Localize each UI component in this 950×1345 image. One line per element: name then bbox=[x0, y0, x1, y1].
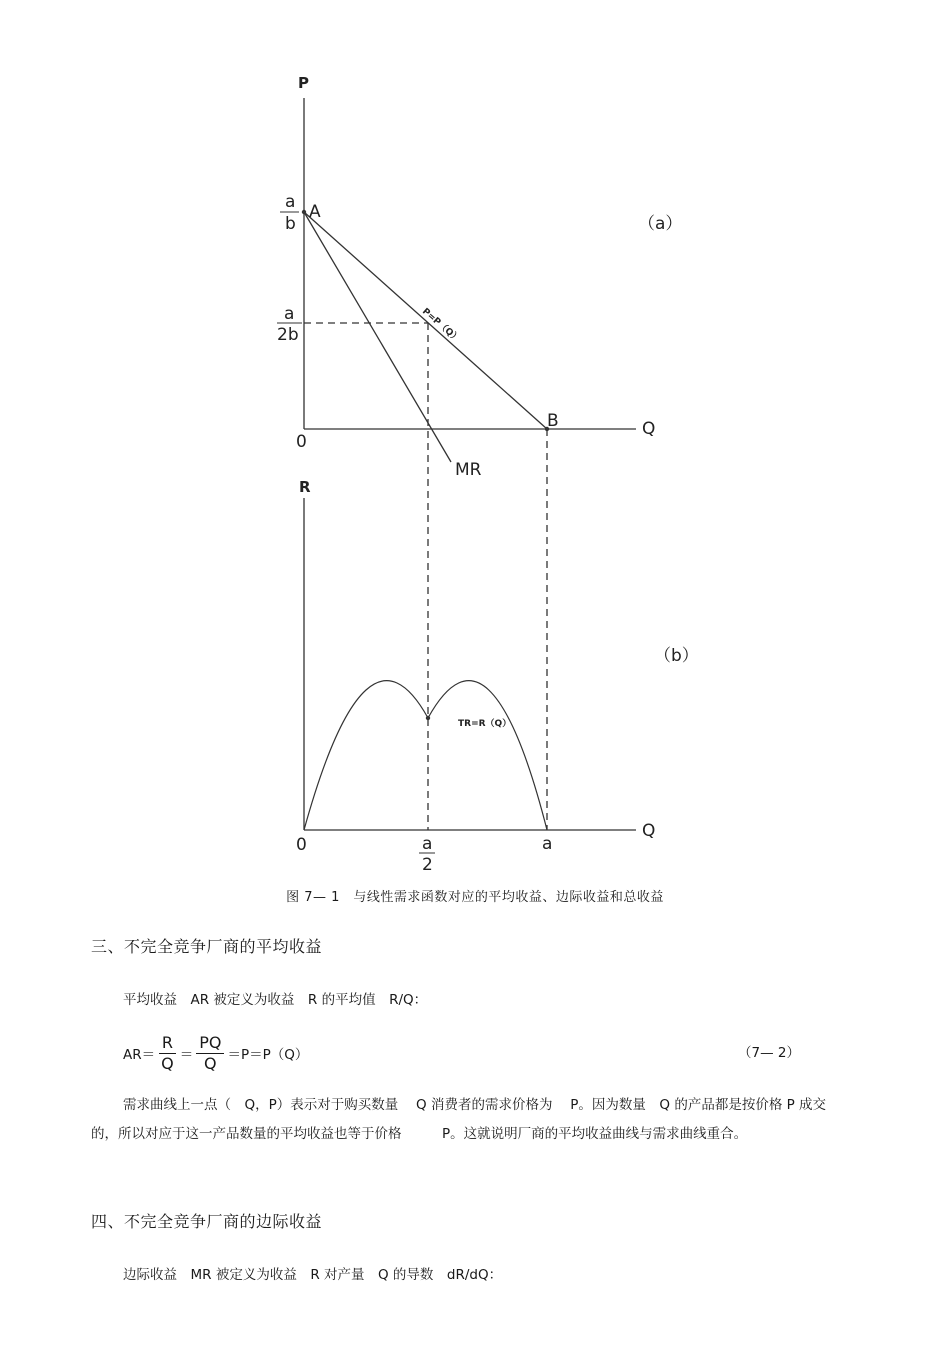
formula-f2-denominator: Q bbox=[204, 1053, 217, 1073]
ar-formula bbox=[123, 1030, 308, 1076]
a2b-numerator: a bbox=[284, 304, 295, 324]
demand-curve bbox=[304, 212, 547, 429]
section3-heading: 三、不完全竞争厂商的平均收益 bbox=[91, 937, 323, 956]
formula-rhs: ＝P＝P（Q） bbox=[227, 1047, 309, 1063]
mr-curve-label: MR bbox=[455, 460, 482, 480]
figure-caption: 图 7— 1 与线性需求函数对应的平均收益、边际收益和总收益 bbox=[286, 890, 664, 905]
equation-number: （7— 2） bbox=[738, 1045, 800, 1061]
panel-b-x-axis-label: Q bbox=[642, 821, 656, 841]
formula-f2-numerator: PQ bbox=[196, 1033, 224, 1054]
ab-numerator: a bbox=[285, 192, 296, 212]
panel-a-x-axis-label: Q bbox=[642, 419, 656, 439]
panel-b-y-axis-label: R bbox=[299, 478, 311, 496]
demand-curve-label: P=P（Q） bbox=[420, 306, 462, 345]
a-tick-label: a bbox=[542, 834, 553, 854]
ab-denominator: b bbox=[285, 214, 296, 234]
panel-b-origin-label: 0 bbox=[296, 835, 307, 855]
panel-a-y-axis-label: P bbox=[298, 74, 309, 92]
a2b-denominator: 2b bbox=[277, 325, 299, 345]
point-a-label: A bbox=[309, 202, 321, 222]
formula-eq1: ＝ bbox=[179, 1047, 194, 1063]
section3-intro: 平均收益 AR 被定义为收益 R 的平均值 R/Q： bbox=[123, 992, 428, 1008]
tr-max-marker bbox=[426, 716, 430, 720]
half-numerator: a bbox=[422, 834, 433, 854]
panel-b bbox=[304, 498, 636, 830]
point-b-label: B bbox=[547, 411, 559, 431]
point-a-marker bbox=[302, 210, 306, 214]
half-denominator: 2 bbox=[422, 855, 433, 875]
formula-fraction-r-q bbox=[158, 1033, 177, 1074]
formula-f1-numerator: R bbox=[159, 1033, 176, 1054]
section3-paragraph: 需求曲线上一点（ Q，P）表示对于购买数量 Q 消费者的需求价格为 P。因为数量 Q 的产品都是按价格 P 成交的，所以对应于这一产品数量的平均收益也等于价格 P。这就说明厂商的平均收益曲线与需求曲线重合。 bbox=[91, 1097, 827, 1142]
formula-lhs: AR＝ bbox=[123, 1047, 156, 1063]
formula-f1-denominator: Q bbox=[161, 1053, 174, 1073]
tr-curve bbox=[304, 681, 547, 830]
section4-intro: 边际收益 MR 被定义为收益 R 对产量 Q 的导数 dR/dQ： bbox=[123, 1267, 503, 1283]
tr-curve-label: TR=R（Q） bbox=[458, 719, 512, 729]
panel-a-tag: （a） bbox=[638, 214, 683, 234]
mr-curve bbox=[304, 212, 451, 462]
formula-fraction-pq-q bbox=[196, 1033, 224, 1074]
panel-a-origin-label: 0 bbox=[296, 432, 307, 452]
section4-heading: 四、不完全竞争厂商的边际收益 bbox=[91, 1212, 323, 1231]
panel-b-tag: （b） bbox=[654, 646, 699, 666]
